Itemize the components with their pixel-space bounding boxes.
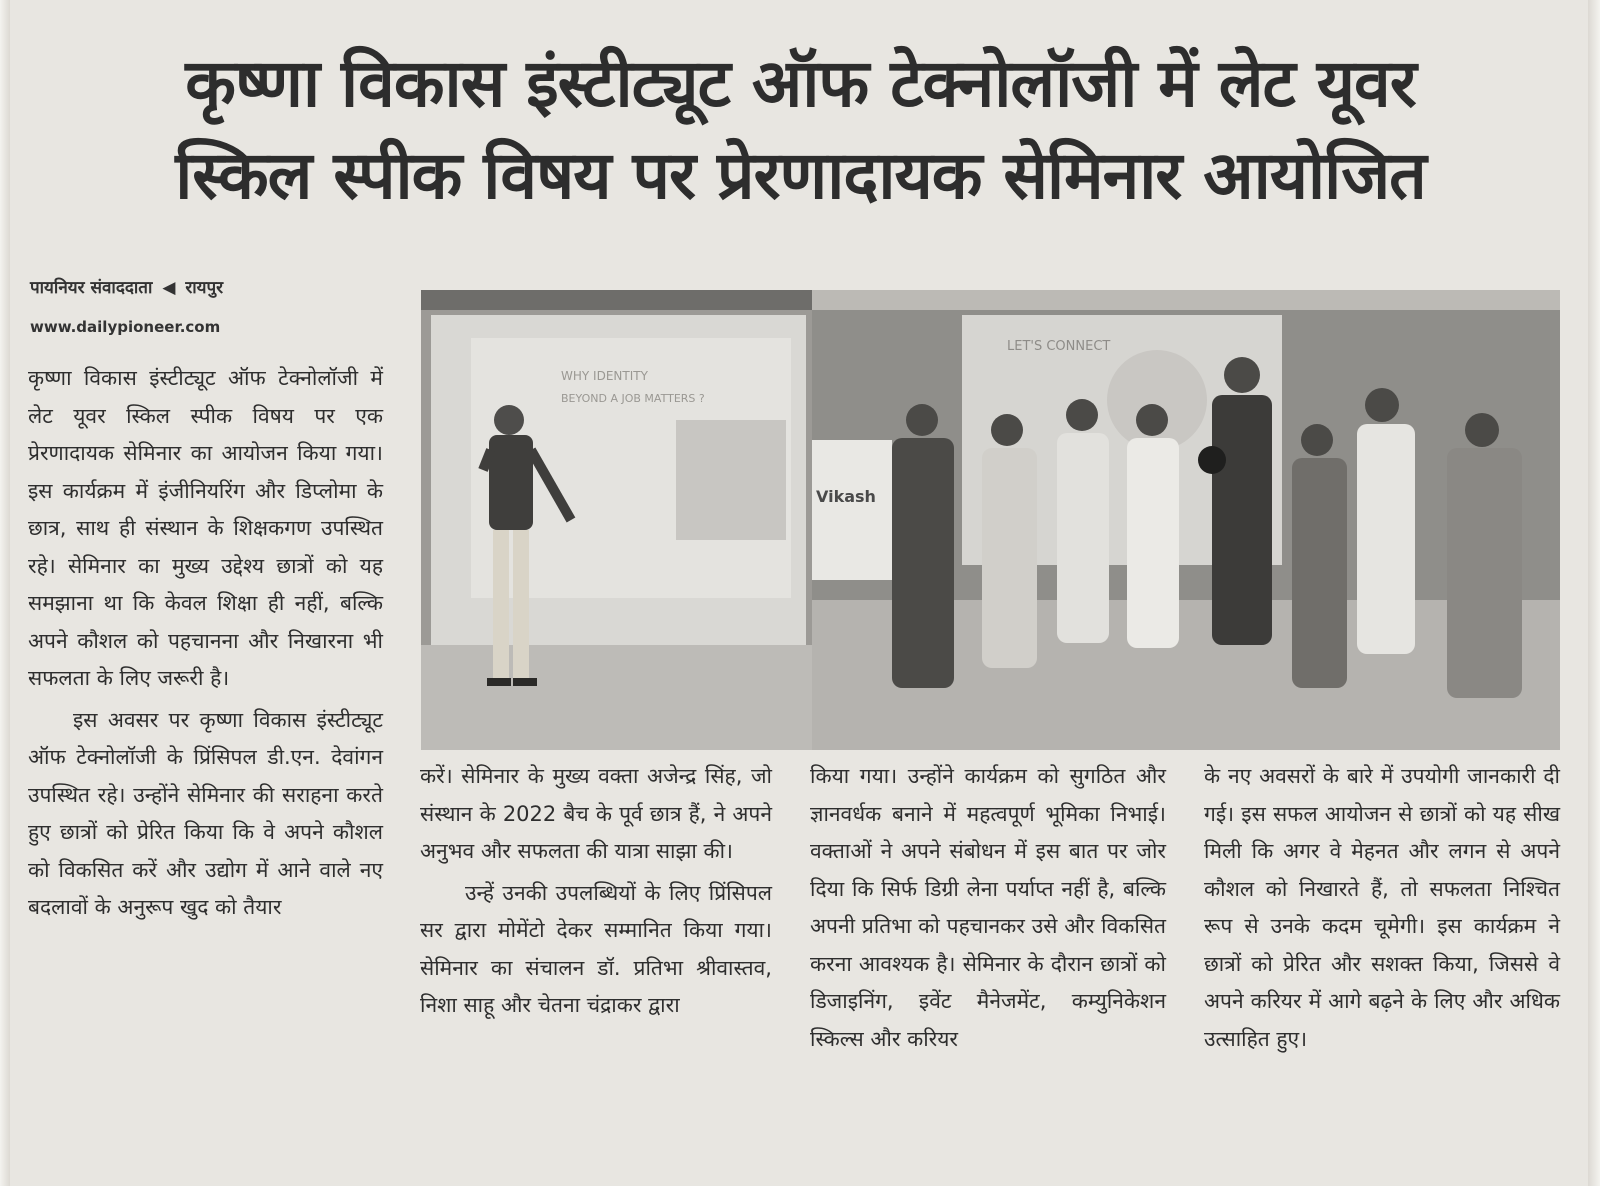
- byline: [30, 275, 223, 298]
- paragraph: के नए अवसरों के बारे में उपयोगी जानकारी दी गई। इस सफल आयोजन से छात्रों को यह सीख मिली कि अगर वे मेहनत और लगन से अपने कौशल को निखारते हैं, तो सफलता निश्चित रूप से उनके कदम चूमेगी। इस कार्यक्रम ने छात्रों को प्रेरित और सशक्त किया, जिससे वे अपने करियर में आगे बढ़ने के लिए और अधिक उत्साहित हुए।: [1204, 764, 1560, 1051]
- arrow-icon: ◀: [162, 278, 176, 298]
- headline-line-2: स्किल स्पीक विषय पर प्रेरणादायक सेमिनार आयोजित: [175, 137, 1426, 214]
- speaker-photo: [421, 290, 812, 750]
- article-column-1: [28, 360, 383, 927]
- torn-edge-right: [1588, 0, 1600, 1186]
- paragraph: किया गया। उन्होंने कार्यक्रम को सुगठित और ज्ञानवर्धक बनाने में महत्वपूर्ण भूमिका निभाई। वक्ताओं ने अपने संबोधन में इस बात पर जोर दिया कि सिर्फ डिग्री लेना पर्याप्त नहीं है, बल्कि अपनी प्रतिभा को पहचानकर उसे और विकसित करना आवश्यक है। सेमिनार के दौरान छात्रों को डिजाइनिंग, इवेंट मैनेजमेंट, कम्युनिकेशन स्किल्स और करियर: [810, 764, 1166, 1051]
- dateline-city: रायपुर: [185, 278, 224, 298]
- slide-text-2: BEYOND A JOB MATTERS ?: [561, 392, 705, 405]
- paragraph: करें। सेमिनार के मुख्य वक्ता अजेन्द्र सिंह, जो संस्थान के 2022 बैच के पूर्व छात्र हैं, ने अपने अनुभव और सफलता की यात्रा साझा की।: [420, 764, 772, 863]
- article-column-4: [1204, 758, 1560, 1058]
- paragraph: उन्हें उनकी उपलब्धियों के लिए प्रिंसिपल सर द्वारा मोमेंटो देकर सम्मानित किया गया। सेमिनार का संचालन डॉ. प्रतिभा श्रीवास्तव, निशा साहू और चेतना चंद्राकर द्वारा: [420, 880, 772, 1017]
- paragraph: इस अवसर पर कृष्णा विकास इंस्टीट्यूट ऑफ टेक्नोलॉजी के प्रिंसिपल डी.एन. देवांगन उपस्थित रहे। उन्होंने सेमिनार की सराहना करते हुए छात्रों को प्रेरित किया कि वे अपने कौशल को विकसित करें और उद्योग में आने वाले नए बदलावों के अनुरूप खुद को तैयार: [28, 707, 383, 919]
- slide-connect-text: LET'S CONNECT: [1007, 339, 1111, 354]
- headline: [28, 38, 1573, 222]
- article-column-2: [420, 758, 772, 1025]
- banner-text: Vikash: [816, 487, 876, 506]
- torn-edge-left: [0, 0, 10, 1186]
- headline-line-1: कृष्णा विकास इंस्टीट्यूट ऑफ टेक्नोलॉजी में लेट यूवर: [185, 45, 1416, 122]
- website-url: www.dailypioneer.com: [30, 318, 221, 336]
- group-photo: [812, 290, 1560, 750]
- reporter-name: पायनियर संवाददाता: [30, 278, 153, 298]
- paragraph: कृष्णा विकास इंस्टीट्यूट ऑफ टेक्नोलॉजी में लेट यूवर स्किल स्पीक विषय पर एक प्रेरणादायक सेमिनार का आयोजन किया गया। इस कार्यक्रम में इंजीनियरिंग और डिप्लोमा के छात्र, साथ ही संस्थान के शिक्षकगण उपस्थित रहे। सेमिनार का मुख्य उद्देश्य छात्रों को यह समझाना था कि केवल शिक्षा ही नहीं, बल्कि अपने कौशल को पहचानना और निखारना भी सफलता के लिए जरूरी है।: [28, 366, 383, 690]
- article-column-3: [810, 758, 1166, 1058]
- slide-text-1: WHY IDENTITY: [561, 369, 648, 383]
